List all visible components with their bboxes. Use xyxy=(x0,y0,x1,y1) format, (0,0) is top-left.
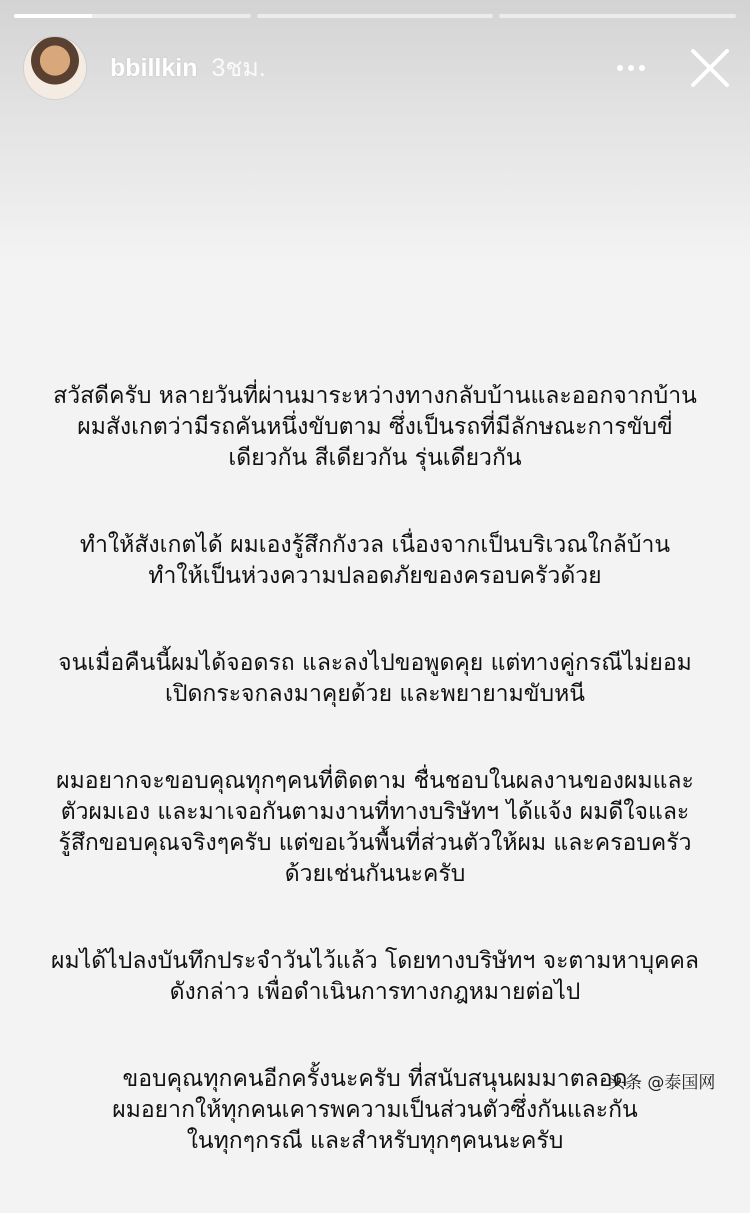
message-paragraph: สวัสดีครับ หลายวันที่ผ่านมาระหว่างทางกลับบ้านและออกจากบ้าน ผมสังเกตว่ามีรถคันหนึ่งขับตาม ซึ่งเป็นรถที่มีลักษณะการขับขี่ เดียวกัน สีเดียวกัน รุ่นเดียวกัน xyxy=(53,383,697,471)
avatar[interactable] xyxy=(24,37,86,99)
message-paragraph: ผมได้ไปลงบันทึกประจำวันไว้แล้ว โดยทางบริษัทฯ จะตามหาบุคคล ดังกล่าว เพื่อดำเนินการทางกฎหมายต่อไป xyxy=(51,948,699,1005)
post-time: 3ชม. xyxy=(211,54,266,82)
progress-segment-1 xyxy=(14,14,251,18)
more-options-button[interactable] xyxy=(606,52,656,84)
ellipsis-horizontal-icon xyxy=(617,65,623,71)
message-paragraph: ขอบคุณทุกคนอีกครั้งนะครับ ที่สนับสนุนผมมาตลอด ผมอยากให้ทุกคนเคารพความเป็นส่วนตัวซึ่งกันและกัน ในทุกๆกรณี และสำหรับทุกๆคนนะครับ xyxy=(112,1066,638,1154)
message-paragraph: จนเมื่อคืนนี้ผมได้จอดรถ และลงไปขอพูดคุย แต่ทางคู่กรณีไม่ยอม เปิดกระจกลงมาคุยด้วย และพยายามขับหนี xyxy=(58,650,692,707)
story-progress-bar xyxy=(14,14,736,18)
ellipsis-dot xyxy=(639,65,645,71)
close-button[interactable] xyxy=(686,44,734,92)
message-paragraph: ผมอยากจะขอบคุณทุกๆคนที่ติดตาม ชื่นชอบในผลงานของผมและ ตัวผมเอง และมาเจอกันตามงานที่ทางบริษัทฯ ได้แจ้ง ผมดีใจและ รู้สึกขอบคุณจริงๆครับ แต่ขอเว้นพื้นที่ส่วนตัวให้ผม และครอบครัว ด้วยเช่นกันนะครับ xyxy=(56,768,694,887)
story-header xyxy=(24,36,266,100)
close-icon xyxy=(686,44,734,92)
progress-segment-2 xyxy=(257,14,494,18)
watermark: 头条 @泰国网 xyxy=(608,1073,716,1093)
message-paragraph: ทำให้สังเกตได้ ผมเองรู้สึกกังวล เนื่องจากเป็นบริเวณใกล้บ้าน ทำให้เป็นห่วงความปลอดภัยของครอบครัวด้วย xyxy=(79,532,671,589)
progress-fill-1 xyxy=(14,14,92,18)
username[interactable]: bbillkin xyxy=(110,53,198,82)
ellipsis-dot xyxy=(628,65,634,71)
progress-segment-3 xyxy=(499,14,736,18)
